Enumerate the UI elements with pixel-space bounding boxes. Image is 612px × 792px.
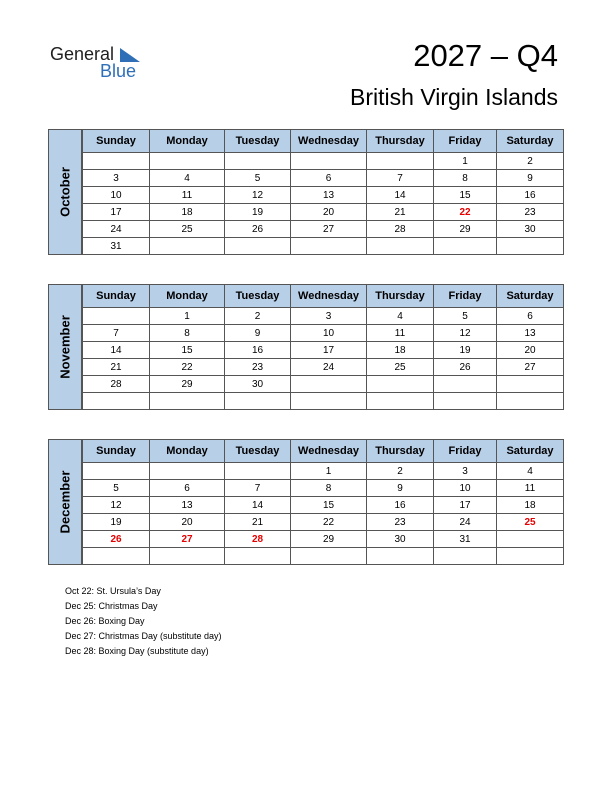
day-cell: 17 <box>291 342 367 359</box>
day-cell: 23 <box>497 204 564 221</box>
weekday-header: Thursday <box>367 440 434 463</box>
day-cell: 20 <box>150 514 225 531</box>
day-cell: 8 <box>150 325 225 342</box>
day-cell: 6 <box>150 480 225 497</box>
day-cell <box>367 376 434 393</box>
day-cell: 1 <box>291 463 367 480</box>
week-row <box>83 221 564 238</box>
day-cell <box>150 153 225 170</box>
logo-text-general: General <box>50 44 115 64</box>
weekday-header: Tuesday <box>225 285 291 308</box>
day-cell: 9 <box>497 170 564 187</box>
holiday-note: Oct 22: St. Ursula’s Day <box>65 586 161 596</box>
day-cell: 30 <box>225 376 291 393</box>
week-row <box>83 531 564 548</box>
day-cell: 16 <box>367 497 434 514</box>
day-cell <box>497 548 564 565</box>
week-row <box>83 463 564 480</box>
day-cell: 25 <box>497 514 564 531</box>
holiday-notes <box>65 584 222 659</box>
day-cell: 4 <box>367 308 434 325</box>
page-subtitle: British Virgin Islands <box>350 84 558 110</box>
week-row <box>83 376 564 393</box>
day-cell: 24 <box>291 359 367 376</box>
day-cell <box>291 548 367 565</box>
weekday-header: Saturday <box>497 130 564 153</box>
day-cell: 7 <box>367 170 434 187</box>
month-name: November <box>57 315 73 379</box>
calendar-table <box>82 284 564 410</box>
logo-flag-icon <box>120 48 140 62</box>
day-cell <box>150 238 225 255</box>
day-cell <box>367 548 434 565</box>
day-cell: 23 <box>225 359 291 376</box>
day-cell: 17 <box>434 497 497 514</box>
week-row <box>83 359 564 376</box>
holiday-note: Dec 27: Christmas Day (substitute day) <box>65 631 222 641</box>
day-cell: 14 <box>367 187 434 204</box>
page-title: 2027 – Q4 <box>413 38 558 73</box>
day-cell: 22 <box>150 359 225 376</box>
month-name: October <box>57 167 73 217</box>
day-cell <box>225 238 291 255</box>
day-cell: 6 <box>291 170 367 187</box>
day-cell: 19 <box>225 204 291 221</box>
day-cell: 25 <box>367 359 434 376</box>
day-cell: 30 <box>367 531 434 548</box>
day-cell: 22 <box>434 204 497 221</box>
day-cell: 29 <box>434 221 497 238</box>
day-cell: 2 <box>497 153 564 170</box>
day-cell: 24 <box>83 221 150 238</box>
day-cell <box>367 393 434 410</box>
day-cell: 29 <box>150 376 225 393</box>
day-cell: 15 <box>291 497 367 514</box>
day-cell <box>225 463 291 480</box>
weekday-header: Wednesday <box>291 440 367 463</box>
day-cell <box>291 153 367 170</box>
day-cell: 29 <box>291 531 367 548</box>
day-cell: 19 <box>434 342 497 359</box>
holiday-note: Dec 28: Boxing Day (substitute day) <box>65 646 209 656</box>
day-cell: 12 <box>434 325 497 342</box>
day-cell: 11 <box>367 325 434 342</box>
day-cell: 28 <box>367 221 434 238</box>
day-cell: 3 <box>83 170 150 187</box>
day-cell: 21 <box>367 204 434 221</box>
day-cell: 27 <box>150 531 225 548</box>
weekday-header: Monday <box>150 130 225 153</box>
day-cell: 5 <box>83 480 150 497</box>
week-row <box>83 170 564 187</box>
day-cell: 7 <box>225 480 291 497</box>
day-cell: 8 <box>291 480 367 497</box>
day-cell: 26 <box>434 359 497 376</box>
month-block-october <box>48 129 563 255</box>
day-cell <box>497 238 564 255</box>
month-label <box>48 439 82 565</box>
day-cell: 18 <box>367 342 434 359</box>
day-cell: 6 <box>497 308 564 325</box>
day-cell: 10 <box>434 480 497 497</box>
day-cell <box>497 376 564 393</box>
day-cell: 14 <box>225 497 291 514</box>
day-cell: 25 <box>150 221 225 238</box>
weekday-header: Wednesday <box>291 130 367 153</box>
day-cell: 26 <box>225 221 291 238</box>
day-cell: 26 <box>83 531 150 548</box>
day-cell <box>150 463 225 480</box>
day-cell: 11 <box>497 480 564 497</box>
weekday-header: Saturday <box>497 285 564 308</box>
day-cell <box>367 238 434 255</box>
day-cell <box>150 393 225 410</box>
day-cell: 1 <box>150 308 225 325</box>
day-cell <box>150 548 225 565</box>
day-cell: 3 <box>434 463 497 480</box>
weekday-header: Thursday <box>367 285 434 308</box>
weekday-header: Monday <box>150 285 225 308</box>
weekday-header: Wednesday <box>291 285 367 308</box>
month-label <box>48 284 82 410</box>
day-cell: 2 <box>225 308 291 325</box>
day-cell: 30 <box>497 221 564 238</box>
day-cell <box>497 393 564 410</box>
day-cell <box>83 463 150 480</box>
day-cell: 9 <box>225 325 291 342</box>
day-cell: 11 <box>150 187 225 204</box>
week-row <box>83 514 564 531</box>
weekday-header: Monday <box>150 440 225 463</box>
day-cell <box>225 153 291 170</box>
day-cell: 10 <box>291 325 367 342</box>
day-cell: 17 <box>83 204 150 221</box>
day-cell: 23 <box>367 514 434 531</box>
day-cell: 13 <box>291 187 367 204</box>
day-cell: 27 <box>497 359 564 376</box>
calendar-table <box>82 439 564 565</box>
day-cell: 16 <box>497 187 564 204</box>
weekday-header: Thursday <box>367 130 434 153</box>
week-row <box>83 153 564 170</box>
day-cell: 16 <box>225 342 291 359</box>
day-cell: 2 <box>367 463 434 480</box>
week-row <box>83 204 564 221</box>
day-cell <box>434 548 497 565</box>
day-cell: 10 <box>83 187 150 204</box>
week-row <box>83 480 564 497</box>
week-row <box>83 548 564 565</box>
day-cell <box>367 153 434 170</box>
week-row <box>83 308 564 325</box>
week-row <box>83 497 564 514</box>
weekday-header: Sunday <box>83 440 150 463</box>
day-cell: 12 <box>225 187 291 204</box>
month-block-november <box>48 284 563 410</box>
day-cell: 12 <box>83 497 150 514</box>
day-cell: 28 <box>225 531 291 548</box>
day-cell <box>83 393 150 410</box>
weekday-header: Friday <box>434 130 497 153</box>
day-cell <box>291 393 367 410</box>
day-cell: 14 <box>83 342 150 359</box>
day-cell: 5 <box>434 308 497 325</box>
day-cell: 9 <box>367 480 434 497</box>
day-cell: 24 <box>434 514 497 531</box>
day-cell: 19 <box>83 514 150 531</box>
weekday-header: Friday <box>434 440 497 463</box>
weekday-header: Tuesday <box>225 130 291 153</box>
holiday-note: Dec 26: Boxing Day <box>65 616 145 626</box>
day-cell <box>83 153 150 170</box>
day-cell: 7 <box>83 325 150 342</box>
month-label <box>48 129 82 255</box>
month-block-december <box>48 439 563 565</box>
day-cell: 5 <box>225 170 291 187</box>
day-cell: 31 <box>83 238 150 255</box>
weekday-header-row <box>83 440 564 463</box>
day-cell: 18 <box>497 497 564 514</box>
day-cell <box>225 393 291 410</box>
day-cell: 1 <box>434 153 497 170</box>
day-cell: 20 <box>291 204 367 221</box>
day-cell: 8 <box>434 170 497 187</box>
day-cell: 13 <box>150 497 225 514</box>
day-cell: 13 <box>497 325 564 342</box>
week-row <box>83 393 564 410</box>
day-cell <box>83 548 150 565</box>
day-cell: 4 <box>150 170 225 187</box>
weekday-header-row <box>83 130 564 153</box>
logo-text-blue: Blue <box>100 61 137 81</box>
day-cell: 3 <box>291 308 367 325</box>
weekday-header: Saturday <box>497 440 564 463</box>
week-row <box>83 187 564 204</box>
weekday-header: Sunday <box>83 130 150 153</box>
weekday-header: Tuesday <box>225 440 291 463</box>
day-cell <box>291 238 367 255</box>
day-cell: 21 <box>225 514 291 531</box>
weekday-header-row <box>83 285 564 308</box>
day-cell <box>434 393 497 410</box>
day-cell <box>434 238 497 255</box>
day-cell: 31 <box>434 531 497 548</box>
day-cell: 27 <box>291 221 367 238</box>
day-cell <box>225 548 291 565</box>
holiday-note: Dec 25: Christmas Day <box>65 601 158 611</box>
calendar-table <box>82 129 564 255</box>
day-cell: 18 <box>150 204 225 221</box>
week-row <box>83 325 564 342</box>
day-cell: 21 <box>83 359 150 376</box>
day-cell: 20 <box>497 342 564 359</box>
day-cell: 4 <box>497 463 564 480</box>
day-cell: 28 <box>83 376 150 393</box>
weekday-header: Sunday <box>83 285 150 308</box>
weekday-header: Friday <box>434 285 497 308</box>
day-cell: 15 <box>434 187 497 204</box>
month-name: December <box>57 470 73 534</box>
day-cell <box>83 308 150 325</box>
day-cell: 22 <box>291 514 367 531</box>
day-cell <box>291 376 367 393</box>
day-cell: 15 <box>150 342 225 359</box>
week-row <box>83 342 564 359</box>
week-row <box>83 238 564 255</box>
day-cell <box>497 531 564 548</box>
day-cell <box>434 376 497 393</box>
